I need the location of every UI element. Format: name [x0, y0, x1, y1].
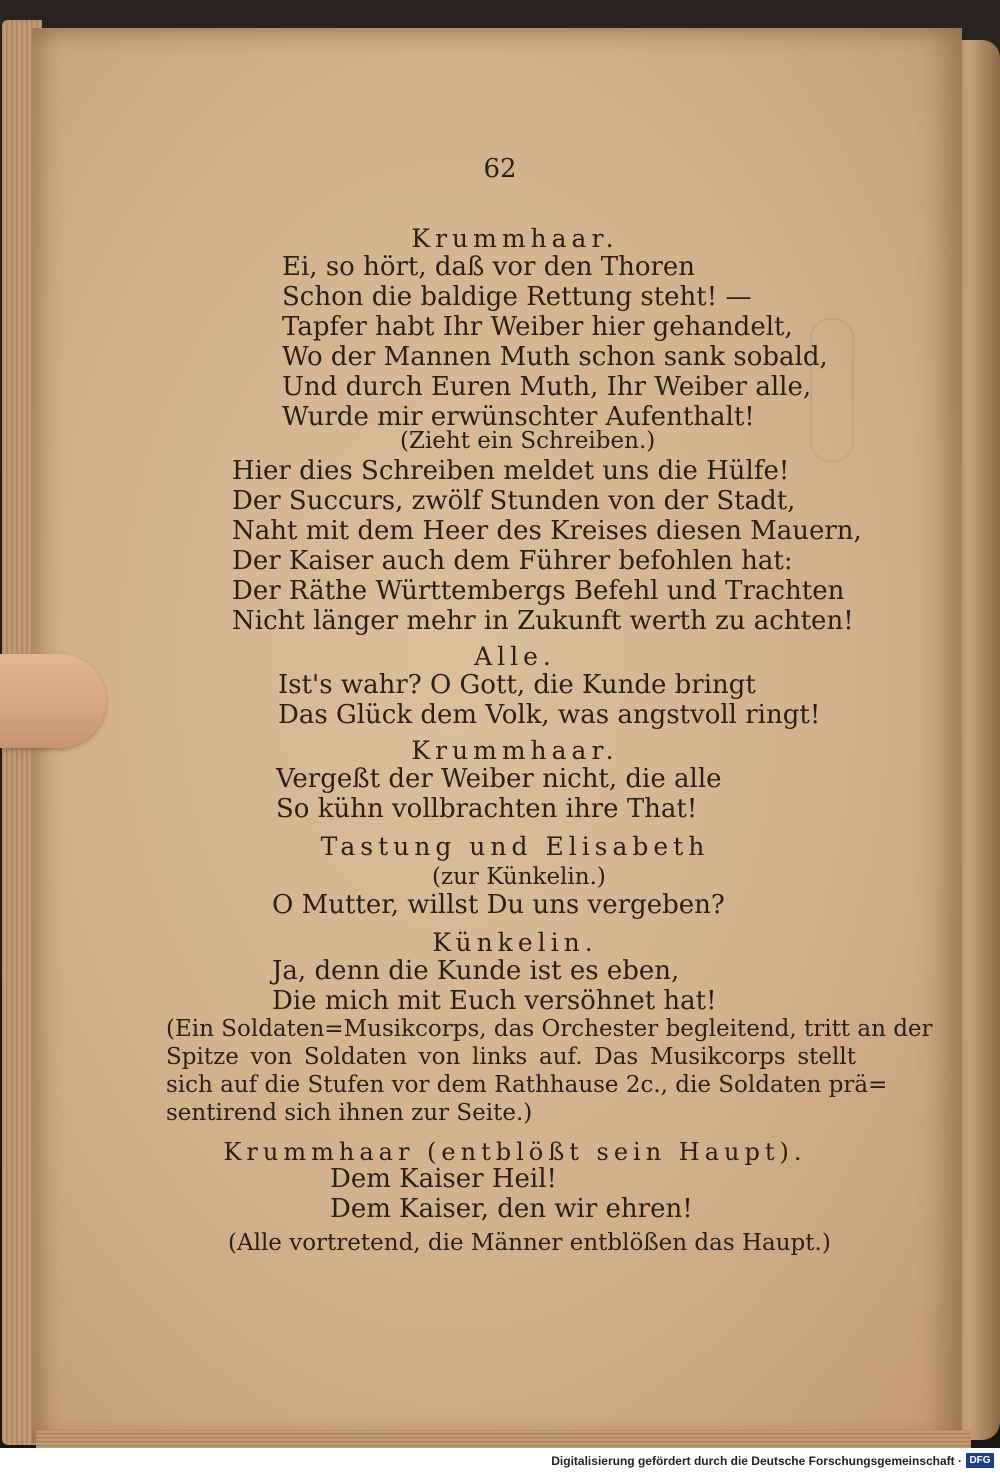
funding-credit: Digitalisierung gefördert durch die Deutsche Forschungsgemeinschaft · — [551, 1454, 962, 1468]
stage-direction: (zur Künkelin.) — [432, 864, 606, 890]
speaker-alle: Alle. — [474, 642, 556, 671]
verse-line: Dem Kaiser, den wir ehren! — [330, 1194, 693, 1224]
stage-direction-block-line: (Ein Soldaten=Musikcorps, das Orchester begleitend, tritt an der — [166, 1016, 933, 1042]
verse-line: Dem Kaiser Heil! — [330, 1164, 557, 1194]
verse-line: Wo der Mannen Muth schon sank sobald, — [282, 342, 828, 372]
dfg-logo: DFG — [966, 1453, 994, 1468]
verse-line: Ist's wahr? O Gott, die Kunde bringt — [278, 670, 756, 700]
verse-line: Naht mit dem Heer des Kreises diesen Mauern, — [232, 516, 862, 546]
verse-line: Wurde mir erwünschter Aufenthalt! — [282, 402, 755, 432]
bottom-page-edge — [36, 1430, 971, 1448]
verse-line: Ja, denn die Kunde ist es eben, — [272, 956, 680, 986]
speaker-krummhaar-2: Krummhaar. — [411, 736, 619, 765]
verse-line: Der Kaiser auch dem Führer befohlen hat: — [232, 546, 793, 576]
verse-line: Hier dies Schreiben meldet uns die Hülfe! — [232, 456, 790, 486]
speaker-krummhaar-1: Krummhaar. — [411, 224, 619, 253]
stage-direction: (Alle vortretend, die Männer entblößen das Haupt.) — [228, 1230, 831, 1256]
verse-line: Nicht länger mehr in Zukunft werth zu achten! — [232, 606, 854, 636]
verse-line: Der Succurs, zwölf Stunden von der Stadt, — [232, 486, 796, 516]
speaker-kuenkelin: Künkelin. — [432, 928, 598, 957]
stage-direction: (Zieht ein Schreiben.) — [400, 428, 656, 454]
speaker-krummhaar-3: Krummhaar (entblößt sein Haupt). — [223, 1138, 807, 1166]
stage-direction-block-line: sich auf die Stufen vor dem Rathhause 2c., die Soldaten prä= — [166, 1072, 888, 1098]
page-number: 62 — [483, 154, 517, 184]
verse-line: Tapfer habt Ihr Weiber hier gehandelt, — [282, 312, 793, 342]
verse-line: Und durch Euren Muth, Ihr Weiber alle, — [282, 372, 812, 402]
verse-line: Das Glück dem Volk, was angstvoll ringt! — [278, 700, 821, 730]
digitization-footer — [0, 1448, 1000, 1474]
stage-direction-block-line: Spitze von Soldaten von links auf. Das Musikcorps stellt — [166, 1044, 856, 1070]
verse-line: Ei, so hört, daß vor den Thoren — [282, 252, 696, 282]
verse-line: Die mich mit Euch versöhnet hat! — [272, 986, 717, 1016]
verse-line: O Mutter, willst Du uns vergeben? — [272, 890, 725, 920]
verse-line: Der Räthe Württembergs Befehl und Trachten — [232, 576, 845, 606]
faded-library-stamp — [810, 318, 854, 462]
verse-line: Schon die baldige Rettung steht! — — [282, 282, 752, 312]
verse-line: Vergeßt der Weiber nicht, die alle — [276, 764, 722, 794]
stage-direction-block-line: sentirend sich ihnen zur Seite.) — [166, 1100, 533, 1126]
verse-line: So kühn vollbrachten ihre That! — [276, 794, 698, 824]
speaker-tastung-elisabeth: Tastung und Elisabeth — [320, 832, 710, 861]
